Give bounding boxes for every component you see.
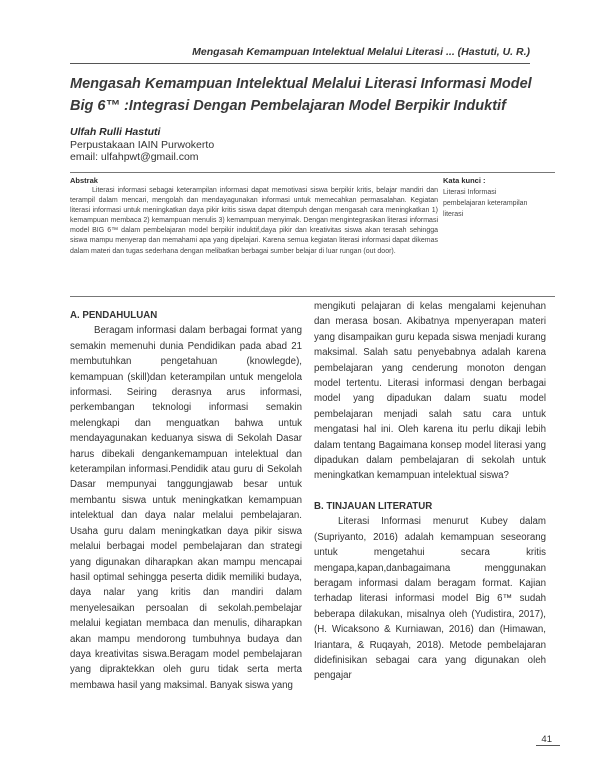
page-number-rule (536, 745, 560, 746)
keywords-label: Kata kunci : (443, 176, 486, 185)
abstract-bottom-divider (70, 296, 555, 297)
keyword-item: Literasi Informasi (443, 189, 497, 196)
section-a-heading: A. PENDAHULUAN (70, 310, 158, 321)
keyword-item: pembelajaran keterampilan (443, 200, 528, 207)
section-b-heading: B. TINJAUAN LITERATUR (314, 500, 433, 512)
page-number: 41 (541, 734, 552, 745)
abstract-label: Abstrak (70, 176, 98, 185)
section-a-paragraph-continued: mengikuti pelajaran di kelas mengalami kejenuhan dan merasa bosan. Akibatnya mpenyerapan materi yang disampaikan guru kepada siswa menjadi kurang maksimal. Salah satu penyebabnya adalah karena pembelajaran yang cenderung monoton dengan model tertentu. Literasi informasi dengan berbagai model yang dipadukan dalam suatu model pembelajaran menjadi salah satu cara untuk mengatasi hal ini. Oleh karena itu perlu dikaji lebih dalam tentang Bagaimana konsep model literasi yang dipadukan dalam pembelajaran di sekolah untuk meningkatkan kemampuan intelektual siswa? (314, 301, 546, 482)
author-affiliation-block (70, 139, 214, 163)
author-email: email: ulfahpwt@gmail.com (70, 151, 199, 163)
section-b-paragraph: Literasi Informasi menurut Kubey dalam (Supriyanto, 2016) adalah kemampuan seseorang untuk mengetahui secara kritis mengapa,kapan,danbagaimana menggunakan beragam informasi dalam beragam format. Kajian terhadap literasi informasi model Big 6™ sudah beberapa dilakukan, misalnya oleh (Yudistira, 2017), (H. Wicaksono & Kurniawan, 2016) dan (Himawan, Iriantara, & Ruqayah, 2018). Metode pembelajaran didefinisikan sebagai cara yang digunakan oleh pengajar (314, 516, 546, 682)
right-column (314, 299, 546, 684)
keywords-list (443, 187, 558, 220)
left-column (70, 308, 302, 693)
section-a-paragraph: Beragam informasi dalam berbagai format yang semakin memenuhi dunia Pendidikan pada abad 21 membutuhkan pengetahuan (knowlegde), kemampuan (skill)dan keterampilan untuk mengelola informasi. Seiring derasnya arus informasi, perkembangan teknologi informasi semakin melengkapi dan menguatkan bahwa untuk mendayagunakan keduanya siswa di Sekolah Dasar harus dibekali dengankemampuan intelektual dan keterampilan informasi.Pendidik atau guru di Sekolah Dasar mempunyai tanggungjawab besar untuk membantu siswa untuk meningkatkan kemampuan intelektual dan daya nalar melalui pembelajaran. Usaha guru dalam meningkatkan daya pikir siswa melalui berbagai model pembelajaran dan strategi yang digunakan diharapkan akan mampu mencapai hasil optimal sehingga peserta didik memiliki budaya, daya nalar yang kritis dan mandiri dalam menyelesaikan persoalan di sekolah.pembelajar melalui kegiatan membaca dan menulis, diharapkan akan mampu mendorong tumbuhnya budaya dan daya kreativitas siswa.Beragam model pembelajaran yang dipraktekkan oleh guru tidak serta merta membawa hasil yang maksimal. Banyak siswa yang (70, 325, 302, 691)
author-name: Ulfah Rulli Hastuti (70, 126, 161, 138)
author-affiliation: Perpustakaan IAIN Purwokerto (70, 139, 215, 151)
abstract-text: Literasi informasi sebagai keterampilan informasi dapat memotivasi siswa berpikir kritis, belajar mandiri dan terampil dalam mencari, mengolah dan mendayagunakan informasi untuk memecahkan permasalahan. Kegiatan literasi informasi untuk meningkatkan daya pikir kritis siswa dapat ditempuh dengan mengasah cara meningkatkan 1) kemampuan membaca 2) kemampuan menulis 3) kemampuan menyimak. Dengan mengintegrasikan literasi informasi model BIG 6™ dalam pembelajaran model berpikir induktif,daya pikir dan kreativitas siswa akan terasah sehingga siswa mampu menyerap dan memahami apa yang dipelajari. Karena semua kegiatan literasi informasi dapat dikemas dalam materi dan tugas sederhana dengan melibatkan berbagai sumber belajar di luar rungan (out door). (70, 187, 438, 255)
abstract-top-divider (70, 172, 555, 173)
running-head: Mengasah Kemampuan Intelektual Melalui Literasi ... (Hastuti, U. R.) (192, 46, 530, 58)
header-divider (70, 63, 530, 64)
article-title: Mengasah Kemampuan Intelektual Melalui Literasi Informasi Model Big 6™ :Integrasi Dengan Pembelajaran Model Berpikir Induktif (70, 76, 532, 114)
keyword-item: literasi (443, 211, 464, 218)
